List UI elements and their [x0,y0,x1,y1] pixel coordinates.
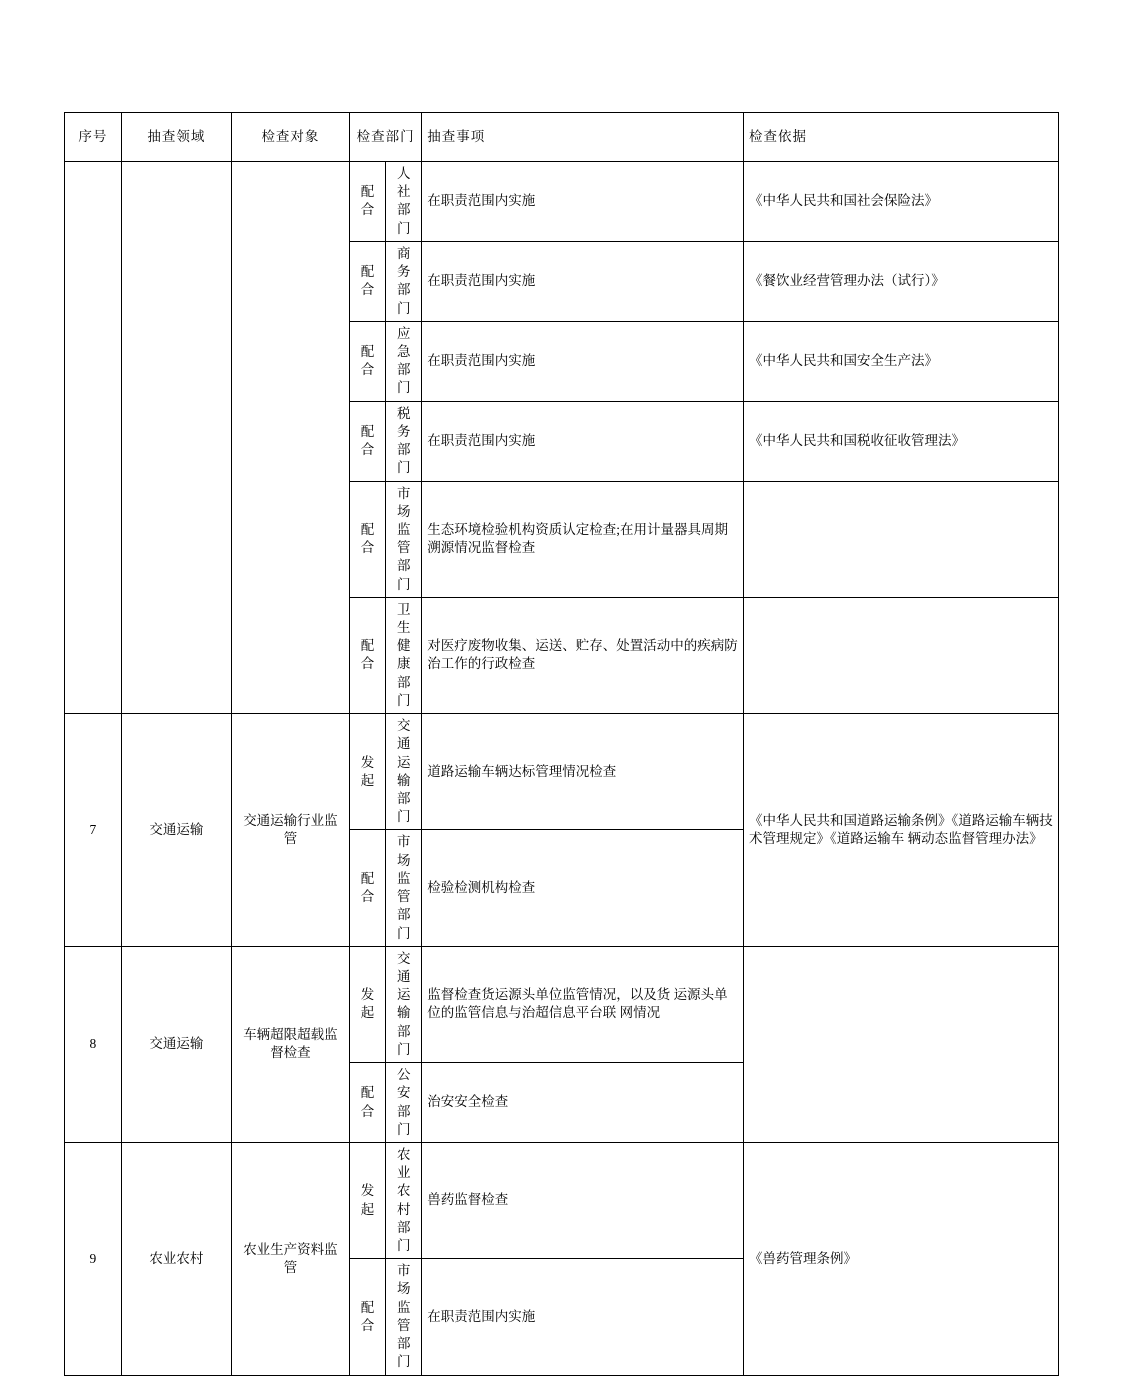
cell-basis [743,946,1058,1142]
header-item: 抽查事项 [422,113,744,162]
cell-field-blank [121,162,231,714]
cell-field: 交通运输 [121,946,231,1142]
table-row [65,946,1059,1062]
cell-item: 治安安全检查 [422,1063,744,1143]
cell-num: 7 [65,714,122,947]
cell-role: 发起 [349,946,385,1062]
cell-object-blank [231,162,349,714]
cell-dept: 交通运输部门 [386,946,422,1062]
cell-basis: 《中华人民共和国税收征收管理法》 [743,401,1058,481]
cell-basis [743,597,1058,713]
table-row [65,162,1059,242]
cell-dept: 市场监管部门 [386,1259,422,1375]
cell-basis: 《中华人民共和国道路运输条例》《道路运输车辆技 术管理规定》《道路运输车 辆动态监督管理办法》 [743,714,1058,947]
cell-dept: 税务部门 [386,401,422,481]
cell-field: 农业农村 [121,1142,231,1375]
cell-role: 配合 [349,162,385,242]
inspection-table [64,112,1059,1376]
cell-basis: 《餐饮业经营管理办法（试行）》 [743,241,1058,321]
header-dept: 检查部门 [349,113,421,162]
cell-dept: 交通运输部门 [386,714,422,830]
cell-basis: 《中华人民共和国安全生产法》 [743,321,1058,401]
cell-basis: 《兽药管理条例》 [743,1142,1058,1375]
cell-item: 在职责范围内实施 [422,162,744,242]
cell-role: 配合 [349,1063,385,1143]
cell-object: 车辆超限超载监督检查 [231,946,349,1142]
cell-role: 配合 [349,597,385,713]
cell-role: 发起 [349,1142,385,1258]
table-header-row [65,113,1059,162]
cell-basis: 《中华人民共和国社会保险法》 [743,162,1058,242]
cell-num: 9 [65,1142,122,1375]
header-num: 序号 [65,113,122,162]
cell-dept: 卫生健康部门 [386,597,422,713]
cell-item: 检验检测机构检查 [422,830,744,946]
cell-item: 在职责范围内实施 [422,1259,744,1375]
cell-role: 配合 [349,830,385,946]
cell-num: 8 [65,946,122,1142]
cell-dept: 应急部门 [386,321,422,401]
cell-object: 交通运输行业监管 [231,714,349,947]
cell-item: 生态环境检验机构资质认定检查;在用计量器具周期溯源情况监督检查 [422,481,744,597]
cell-dept: 市场监管部门 [386,481,422,597]
cell-role: 配合 [349,401,385,481]
cell-item: 在职责范围内实施 [422,241,744,321]
cell-role: 配合 [349,481,385,597]
cell-item: 兽药监督检查 [422,1142,744,1258]
cell-item: 在职责范围内实施 [422,321,744,401]
table-body [65,162,1059,1376]
cell-basis [743,481,1058,597]
table-row [65,714,1059,830]
cell-dept: 农业农村部门 [386,1142,422,1258]
cell-item: 监督检查货运源头单位监管情况，以及货 运源头单位的监管信息与治超信息平台联 网情况 [422,946,744,1062]
table-header [65,113,1059,162]
cell-item: 道路运输车辆达标管理情况检查 [422,714,744,830]
cell-role: 配合 [349,321,385,401]
cell-item: 对医疗废物收集、运送、贮存、处置活动中的疾病防治工作的行政检查 [422,597,744,713]
header-basis: 检查依据 [743,113,1058,162]
cell-field: 交通运输 [121,714,231,947]
cell-role: 发起 [349,714,385,830]
cell-item: 在职责范围内实施 [422,401,744,481]
cell-dept: 商务部门 [386,241,422,321]
table-row [65,1142,1059,1258]
header-object: 检查对象 [231,113,349,162]
cell-num-blank [65,162,122,714]
cell-role: 配合 [349,241,385,321]
cell-dept: 人社部门 [386,162,422,242]
cell-role: 配合 [349,1259,385,1375]
cell-object: 农业生产资料监管 [231,1142,349,1375]
cell-dept: 市场监管部门 [386,830,422,946]
header-field: 抽查领域 [121,113,231,162]
cell-dept: 公安部门 [386,1063,422,1143]
